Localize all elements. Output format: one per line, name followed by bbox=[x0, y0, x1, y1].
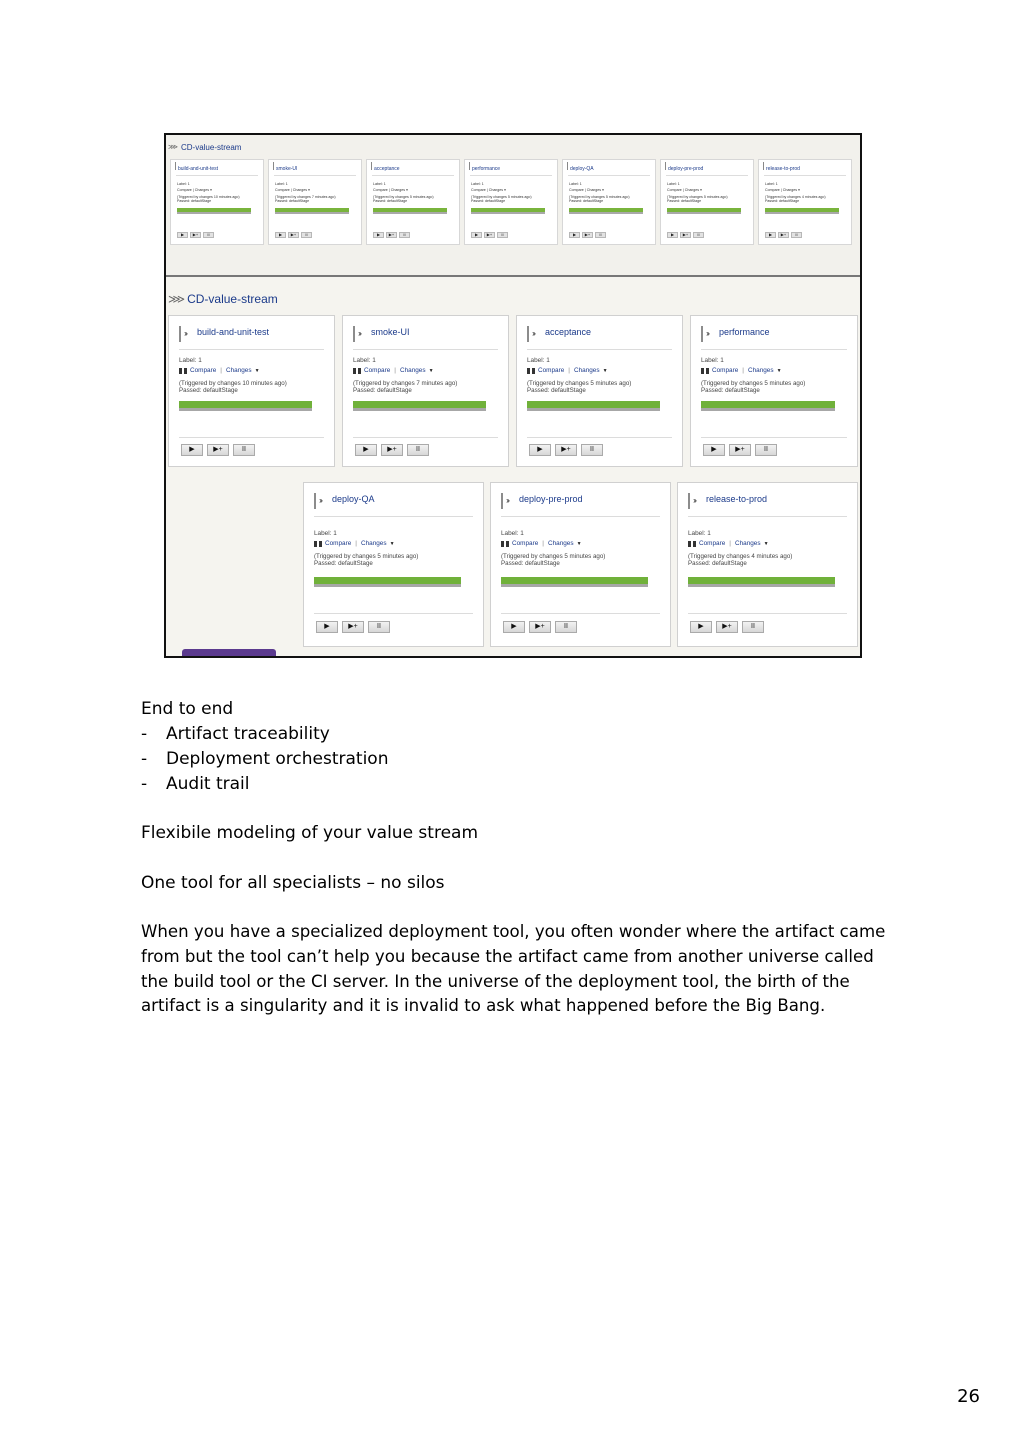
changes-link[interactable]: Changes bbox=[225, 367, 252, 374]
mini-stage-links[interactable]: Compare | Changes ▾ bbox=[667, 188, 702, 192]
stage-marker bbox=[501, 493, 503, 509]
stage-card bbox=[490, 482, 671, 647]
bullet-text: Artifact traceability bbox=[166, 724, 330, 744]
changes-link[interactable]: Changes bbox=[547, 540, 574, 547]
pause-button[interactable]: II bbox=[233, 444, 255, 456]
divider bbox=[179, 437, 324, 438]
compare-link[interactable]: Compare bbox=[325, 540, 352, 547]
divider bbox=[353, 437, 498, 438]
mini-stage-controls bbox=[275, 232, 312, 238]
compare-link[interactable]: Compare bbox=[712, 367, 739, 374]
stage-marker bbox=[469, 162, 470, 170]
stage-label: Label: 1 bbox=[501, 530, 524, 537]
stage-marker bbox=[527, 326, 529, 342]
stage-marker bbox=[353, 326, 355, 342]
compare-link[interactable]: Compare bbox=[190, 367, 217, 374]
dropdown-arrow-icon[interactable]: ▼ bbox=[389, 540, 395, 547]
mini-stage-links[interactable]: Compare | Changes ▾ bbox=[373, 188, 408, 192]
mini-stage-label: Label: 1 bbox=[275, 182, 288, 186]
stage-pass-bar bbox=[314, 577, 461, 587]
pause-button[interactable]: II bbox=[791, 232, 802, 238]
stage-chevron-icon: ››› bbox=[693, 496, 695, 505]
stage-controls bbox=[181, 444, 255, 456]
mini-stage-label: Label: 1 bbox=[177, 182, 190, 186]
compare-link[interactable]: Compare bbox=[373, 188, 388, 192]
mini-stage-links[interactable]: Compare | Changes ▾ bbox=[471, 188, 506, 192]
go-logo bbox=[182, 649, 276, 658]
divider bbox=[688, 516, 847, 517]
stage-pass-bar bbox=[765, 208, 839, 214]
mini-stage-links[interactable]: Compare | Changes ▾ bbox=[765, 188, 800, 192]
stage-passed-info: Passed: defaultStage bbox=[501, 560, 560, 567]
dropdown-arrow-icon[interactable]: ▼ bbox=[576, 540, 582, 547]
go-dashboard-screenshot bbox=[164, 133, 862, 658]
trigger-with-options-button[interactable]: ▶+ bbox=[342, 621, 364, 633]
stage-card bbox=[168, 315, 335, 467]
dropdown-arrow-icon[interactable]: ▼ bbox=[428, 367, 434, 374]
mini-stage-name[interactable]: deploy-pre-prod bbox=[668, 166, 704, 172]
trigger-with-options-button[interactable]: ▶+ bbox=[190, 232, 201, 238]
stage-label: Label: 1 bbox=[314, 530, 337, 537]
mini-stage-name[interactable]: release-to-prod bbox=[766, 166, 800, 172]
stage-label: Label: 1 bbox=[179, 357, 202, 364]
stage-pass-bar bbox=[177, 208, 251, 214]
trigger-button[interactable]: ▶ bbox=[275, 232, 286, 238]
stage-label: Label: 1 bbox=[527, 357, 550, 364]
stage-links bbox=[179, 367, 260, 374]
trigger-with-options-button[interactable]: ▶+ bbox=[207, 444, 229, 456]
bullet-item bbox=[141, 747, 388, 772]
pause-button[interactable]: II bbox=[368, 621, 390, 633]
bullet-text: Audit trail bbox=[166, 774, 250, 794]
stage-links bbox=[501, 540, 582, 547]
pause-button[interactable]: II bbox=[581, 444, 603, 456]
trigger-with-options-button[interactable]: ▶+ bbox=[680, 232, 691, 238]
stage-passed-info: Passed: defaultStage bbox=[179, 387, 238, 394]
bullet-item bbox=[141, 772, 250, 797]
mini-stage-triggered: (Triggered by changes 5 minutes ago) bbox=[471, 195, 532, 199]
stage-name-link[interactable]: acceptance bbox=[545, 327, 592, 337]
changes-link[interactable]: Changes bbox=[747, 367, 774, 374]
stage-chevron-icon: ››› bbox=[184, 329, 186, 338]
divider bbox=[372, 175, 454, 176]
stage-marker bbox=[273, 162, 274, 170]
mini-stage-passed: Passed: defaultStage bbox=[275, 199, 310, 203]
mini-stage-controls bbox=[471, 232, 508, 238]
trigger-button[interactable]: ▶ bbox=[471, 232, 482, 238]
stage-marker bbox=[701, 326, 703, 342]
mini-dashboard bbox=[166, 135, 860, 275]
changes-link[interactable]: Changes bbox=[488, 188, 504, 192]
stage-pass-bar bbox=[527, 401, 660, 411]
changes-link[interactable]: Changes bbox=[390, 188, 406, 192]
trigger-with-options-button[interactable]: ▶+ bbox=[716, 621, 738, 633]
mini-pipeline-title: CD-value-stream bbox=[180, 142, 242, 152]
stage-marker bbox=[688, 493, 690, 509]
trigger-with-options-button[interactable]: ▶+ bbox=[386, 232, 397, 238]
stage-name-link[interactable]: build-and-unit-test bbox=[197, 327, 270, 337]
divider bbox=[314, 516, 473, 517]
compare-icon bbox=[179, 368, 187, 374]
mini-stage-passed: Passed: defaultStage bbox=[765, 199, 800, 203]
changes-link[interactable]: Changes bbox=[399, 367, 426, 374]
trigger-with-options-button[interactable]: ▶+ bbox=[529, 621, 551, 633]
mini-stage-links[interactable]: Compare | Changes ▾ bbox=[275, 188, 310, 192]
stage-name-link[interactable]: deploy-QA bbox=[332, 494, 375, 504]
body-paragraph: When you have a specialized deployment tool, you often wonder where the artifact came from but the tool can’t help you because the artifact came from another universe called the build tool or the CI server. In the universe of the deployment tool, the birth of the artifact is a singularity and it is invalid to ask what happened before the Big Bang. bbox=[141, 922, 886, 1016]
trigger-button[interactable]: ▶ bbox=[703, 444, 725, 456]
bullet-item bbox=[141, 722, 330, 747]
divider bbox=[701, 349, 847, 350]
divider bbox=[501, 613, 660, 614]
stage-triggered-info: (Triggered by changes 5 minutes ago) bbox=[314, 553, 419, 560]
divider bbox=[568, 175, 650, 176]
changes-link[interactable]: Changes bbox=[734, 540, 761, 547]
pause-button[interactable]: II bbox=[399, 232, 410, 238]
mini-title-row bbox=[168, 141, 241, 153]
mini-stage-controls bbox=[765, 232, 802, 238]
stage-marker bbox=[371, 162, 372, 170]
stage-marker bbox=[175, 162, 176, 170]
mini-stage-controls bbox=[569, 232, 606, 238]
stage-triggered-info: (Triggered by changes 5 minutes ago) bbox=[527, 380, 632, 387]
stage-controls bbox=[503, 621, 577, 633]
compare-link[interactable]: Compare bbox=[512, 540, 539, 547]
bullet-dash: - bbox=[141, 774, 148, 794]
mini-stage-name[interactable]: deploy-QA bbox=[570, 166, 594, 172]
stage-marker bbox=[567, 162, 568, 170]
dropdown-arrow-icon[interactable]: ▼ bbox=[776, 367, 782, 374]
stage-chevron-icon: ››› bbox=[706, 329, 708, 338]
compare-link[interactable]: Compare bbox=[699, 540, 726, 547]
stage-controls bbox=[690, 621, 764, 633]
divider bbox=[176, 175, 258, 176]
stage-links bbox=[688, 540, 769, 547]
separator: | bbox=[742, 367, 744, 374]
mini-stage-triggered: (Triggered by changes 5 minutes ago) bbox=[373, 195, 434, 199]
main-dashboard bbox=[166, 277, 860, 656]
stage-chevron-icon: ››› bbox=[506, 496, 508, 505]
mini-stage-label: Label: 1 bbox=[667, 182, 680, 186]
stage-chevron-icon: ››› bbox=[358, 329, 360, 338]
mini-stage-name[interactable]: performance bbox=[472, 166, 501, 172]
changes-link[interactable]: Changes bbox=[573, 367, 600, 374]
heading-end-to-end: End to end bbox=[141, 699, 234, 719]
changes-link[interactable]: Changes bbox=[360, 540, 387, 547]
pause-button[interactable]: II bbox=[203, 232, 214, 238]
page-number: 26 bbox=[957, 1386, 980, 1407]
mini-stage-triggered: (Triggered by changes 5 minutes ago) bbox=[569, 195, 630, 199]
trigger-button[interactable]: ▶ bbox=[765, 232, 776, 238]
stage-marker bbox=[179, 326, 181, 342]
divider bbox=[666, 175, 748, 176]
trigger-with-options-button[interactable]: ▶+ bbox=[729, 444, 751, 456]
stage-label: Label: 1 bbox=[701, 357, 724, 364]
pause-button[interactable]: II bbox=[497, 232, 508, 238]
mini-stage-card bbox=[464, 159, 558, 245]
stage-controls bbox=[355, 444, 429, 456]
divider bbox=[314, 613, 473, 614]
stage-pass-bar bbox=[179, 401, 312, 411]
changes-link[interactable]: Changes bbox=[684, 188, 700, 192]
mini-stage-controls bbox=[177, 232, 214, 238]
mini-stage-passed: Passed: defaultStage bbox=[667, 199, 702, 203]
mini-stage-card bbox=[562, 159, 656, 245]
stage-marker bbox=[763, 162, 764, 170]
trigger-with-options-button[interactable]: ▶+ bbox=[582, 232, 593, 238]
stage-name-link[interactable]: smoke-UI bbox=[371, 327, 410, 337]
stage-label: Label: 1 bbox=[688, 530, 711, 537]
stage-controls bbox=[529, 444, 603, 456]
main-pipeline-title: CD-value-stream bbox=[187, 292, 278, 306]
separator: | bbox=[542, 540, 544, 547]
trigger-button[interactable]: ▶ bbox=[177, 232, 188, 238]
mini-stage-links[interactable]: Compare | Changes ▾ bbox=[569, 188, 604, 192]
mini-stage-label: Label: 1 bbox=[471, 182, 484, 186]
trigger-with-options-button[interactable]: ▶+ bbox=[288, 232, 299, 238]
stage-links bbox=[353, 367, 434, 374]
trigger-button[interactable]: ▶ bbox=[690, 621, 712, 633]
divider bbox=[353, 349, 498, 350]
divider bbox=[527, 437, 672, 438]
divider bbox=[764, 175, 846, 176]
stage-links bbox=[701, 367, 782, 374]
stage-card bbox=[342, 315, 509, 467]
divider bbox=[527, 349, 672, 350]
mini-stage-passed: Passed: defaultStage bbox=[373, 199, 408, 203]
stage-pass-bar bbox=[667, 208, 741, 214]
mini-stage-controls bbox=[373, 232, 410, 238]
mini-stage-card bbox=[660, 159, 754, 245]
stage-controls bbox=[703, 444, 777, 456]
stage-triggered-info: (Triggered by changes 10 minutes ago) bbox=[179, 380, 287, 387]
mini-stage-label: Label: 1 bbox=[765, 182, 778, 186]
trigger-with-options-button[interactable]: ▶+ bbox=[555, 444, 577, 456]
stage-label: Label: 1 bbox=[353, 357, 376, 364]
trigger-with-options-button[interactable]: ▶+ bbox=[484, 232, 495, 238]
text-line-one-tool: One tool for all specialists – no silos bbox=[141, 873, 445, 893]
trigger-with-options-button[interactable]: ▶+ bbox=[778, 232, 789, 238]
mini-stage-card bbox=[758, 159, 852, 245]
stage-pass-bar bbox=[373, 208, 447, 214]
stage-pass-bar bbox=[701, 401, 835, 411]
compare-link[interactable]: Compare bbox=[765, 188, 780, 192]
compare-link[interactable]: Compare bbox=[471, 188, 486, 192]
stage-card bbox=[690, 315, 858, 467]
stage-triggered-info: (Triggered by changes 5 minutes ago) bbox=[501, 553, 606, 560]
pause-button[interactable]: II bbox=[301, 232, 312, 238]
compare-icon bbox=[501, 541, 509, 547]
mini-stage-name[interactable]: acceptance bbox=[374, 166, 400, 172]
compare-icon bbox=[353, 368, 361, 374]
compare-icon bbox=[688, 541, 696, 547]
pause-button[interactable]: II bbox=[755, 444, 777, 456]
stage-passed-info: Passed: defaultStage bbox=[353, 387, 412, 394]
trigger-button[interactable]: ▶ bbox=[503, 621, 525, 633]
compare-link[interactable]: Compare bbox=[569, 188, 584, 192]
dropdown-arrow-icon[interactable]: ▼ bbox=[602, 367, 608, 374]
bullet-dash: - bbox=[141, 724, 148, 744]
mini-stage-links[interactable]: Compare | Changes ▾ bbox=[177, 188, 212, 192]
stage-card bbox=[516, 315, 683, 467]
stage-triggered-info: (Triggered by changes 4 minutes ago) bbox=[688, 553, 793, 560]
changes-link[interactable]: Changes bbox=[292, 188, 308, 192]
value-stream-icon: ⋙ bbox=[168, 292, 184, 306]
compare-link[interactable]: Compare bbox=[538, 367, 565, 374]
trigger-with-options-button[interactable]: ▶+ bbox=[381, 444, 403, 456]
stage-pass-bar bbox=[688, 577, 835, 587]
mini-stage-passed: Passed: defaultStage bbox=[569, 199, 604, 203]
stage-pass-bar bbox=[471, 208, 545, 214]
pause-button[interactable]: II bbox=[407, 444, 429, 456]
mini-stage-triggered: (Triggered by changes 7 minutes ago) bbox=[275, 195, 336, 199]
stage-name-link[interactable]: performance bbox=[719, 327, 770, 337]
main-title-row bbox=[168, 292, 278, 306]
go-logo-text bbox=[222, 655, 260, 658]
mini-stage-passed: Passed: defaultStage bbox=[177, 199, 212, 203]
changes-link[interactable]: Changes bbox=[586, 188, 602, 192]
compare-icon bbox=[527, 368, 535, 374]
stage-pass-bar bbox=[501, 577, 648, 587]
trigger-button[interactable]: ▶ bbox=[355, 444, 377, 456]
trigger-button[interactable]: ▶ bbox=[529, 444, 551, 456]
mini-stage-triggered: (Triggered by changes 4 minutes ago) bbox=[765, 195, 826, 199]
separator: | bbox=[394, 367, 396, 374]
trigger-button[interactable]: ▶ bbox=[373, 232, 384, 238]
pause-button[interactable]: II bbox=[742, 621, 764, 633]
trigger-button[interactable]: ▶ bbox=[181, 444, 203, 456]
bullet-text: Deployment orchestration bbox=[166, 749, 389, 769]
mini-stage-label: Label: 1 bbox=[569, 182, 582, 186]
stage-passed-info: Passed: defaultStage bbox=[688, 560, 747, 567]
stage-pass-bar bbox=[569, 208, 643, 214]
mini-stage-passed: Passed: defaultStage bbox=[471, 199, 506, 203]
stage-triggered-info: (Triggered by changes 5 minutes ago) bbox=[701, 380, 806, 387]
stage-name-link[interactable]: deploy-pre-prod bbox=[519, 494, 583, 504]
stage-controls bbox=[316, 621, 390, 633]
stage-triggered-info: (Triggered by changes 7 minutes ago) bbox=[353, 380, 458, 387]
mini-cards bbox=[170, 159, 852, 245]
stage-marker bbox=[314, 493, 316, 509]
stage-pass-bar bbox=[353, 401, 486, 411]
stage-pass-bar bbox=[275, 208, 349, 214]
compare-link[interactable]: Compare bbox=[364, 367, 391, 374]
stage-chevron-icon: ››› bbox=[532, 329, 534, 338]
divider bbox=[688, 613, 847, 614]
separator: | bbox=[355, 540, 357, 547]
trigger-button[interactable]: ▶ bbox=[569, 232, 580, 238]
changes-link[interactable]: Changes bbox=[194, 188, 210, 192]
stage-name-link[interactable]: release-to-prod bbox=[706, 494, 768, 504]
trigger-button[interactable]: ▶ bbox=[316, 621, 338, 633]
separator: | bbox=[220, 367, 222, 374]
compare-link[interactable]: Compare bbox=[667, 188, 682, 192]
mini-stage-name[interactable]: smoke-UI bbox=[276, 166, 298, 172]
stage-chevron-icon: ››› bbox=[319, 496, 321, 505]
mini-stage-label: Label: 1 bbox=[373, 182, 386, 186]
separator: | bbox=[729, 540, 731, 547]
divider bbox=[470, 175, 552, 176]
stage-passed-info: Passed: defaultStage bbox=[314, 560, 373, 567]
divider bbox=[501, 516, 660, 517]
bullet-dash: - bbox=[141, 749, 148, 769]
changes-link[interactable]: Changes bbox=[782, 188, 798, 192]
divider bbox=[701, 437, 847, 438]
compare-icon bbox=[701, 368, 709, 374]
mini-stage-triggered: (Triggered by changes 10 minutes ago) bbox=[177, 195, 240, 199]
mini-stage-controls bbox=[667, 232, 704, 238]
divider bbox=[179, 349, 324, 350]
pause-button[interactable]: II bbox=[595, 232, 606, 238]
stage-marker bbox=[665, 162, 666, 170]
stage-passed-info: Passed: defaultStage bbox=[701, 387, 760, 394]
compare-icon bbox=[314, 541, 322, 547]
compare-link[interactable]: Compare bbox=[275, 188, 290, 192]
mini-stage-card bbox=[268, 159, 362, 245]
dropdown-arrow-icon[interactable]: ▼ bbox=[254, 367, 260, 374]
stage-links bbox=[527, 367, 608, 374]
mini-stage-card bbox=[170, 159, 264, 245]
mini-stage-card bbox=[366, 159, 460, 245]
stage-passed-info: Passed: defaultStage bbox=[527, 387, 586, 394]
stage-card bbox=[677, 482, 858, 647]
separator: | bbox=[568, 367, 570, 374]
trigger-button[interactable]: ▶ bbox=[667, 232, 678, 238]
mini-stage-name[interactable]: build-and-unit-test bbox=[178, 166, 219, 172]
text-line-modeling: Flexibile modeling of your value stream bbox=[141, 823, 479, 843]
dropdown-arrow-icon[interactable]: ▼ bbox=[763, 540, 769, 547]
pause-button[interactable]: II bbox=[693, 232, 704, 238]
compare-link[interactable]: Compare bbox=[177, 188, 192, 192]
mini-stage-triggered: (Triggered by changes 5 minutes ago) bbox=[667, 195, 728, 199]
stage-links bbox=[314, 540, 395, 547]
divider bbox=[274, 175, 356, 176]
stage-card bbox=[303, 482, 484, 647]
value-stream-icon: ⋙ bbox=[168, 144, 178, 151]
pause-button[interactable]: II bbox=[555, 621, 577, 633]
